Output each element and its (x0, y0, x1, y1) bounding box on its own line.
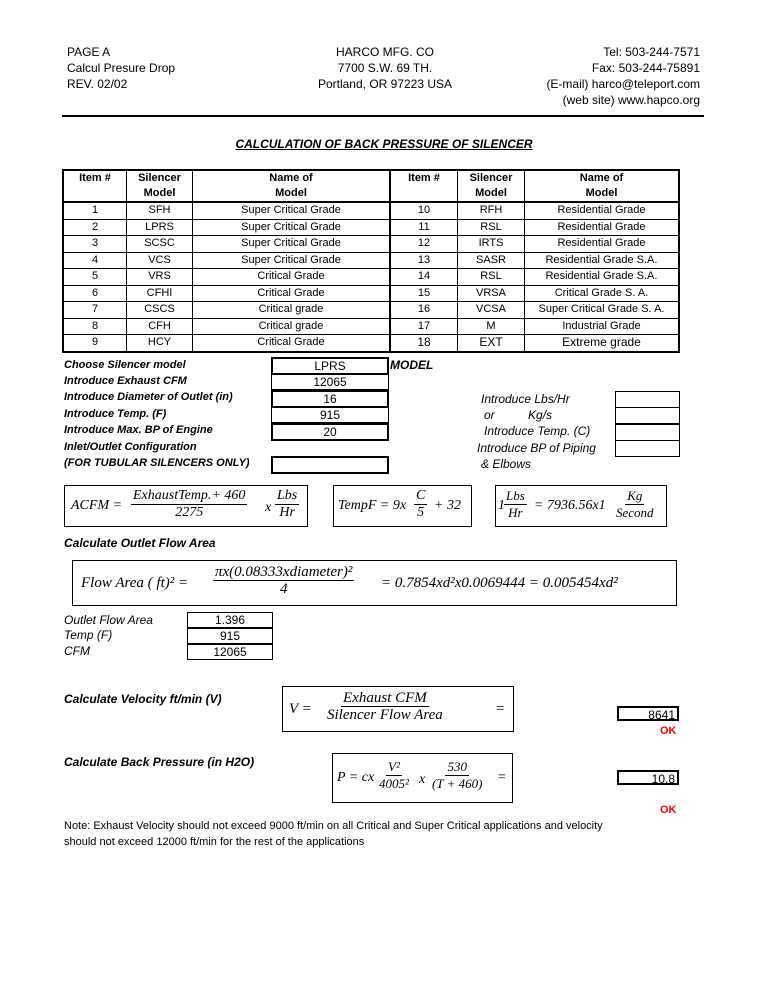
col-model: Silencer Model (127, 170, 193, 202)
header-left (67, 44, 175, 92)
exhaust-velocity-note: Note: Exhaust Velocity should not exceed 9000 ft/min on all Critical and Super Critical applications and velocity should not exceed 12000 ft/min for the rest of the applications (64, 820, 603, 848)
label-bp-piping: Introduce BP of Piping (477, 441, 596, 455)
table-cell: 15 (390, 285, 458, 302)
header-contact (546, 44, 700, 108)
max-bp-input[interactable]: 20 (271, 423, 389, 441)
table-cell: SASR (458, 252, 525, 269)
table-cell: SFH (127, 202, 193, 219)
table-cell: Super Critical Grade S. A. (525, 302, 680, 319)
table-header-row (63, 170, 679, 202)
table-cell: Residential Grade (525, 219, 680, 236)
table-cell: 4 (63, 252, 127, 269)
table-cell: SCSC (127, 236, 193, 253)
flow-area-formula: Flow Area ( ft)² = πx(0.08333xdiameter)² 4 = 0.7854xd²x0.0069444 = 0.005454xd² (72, 560, 677, 606)
table-cell: 5 (63, 269, 127, 286)
table-row (63, 285, 679, 302)
label-config: Inlet/Outlet Configuration (64, 441, 197, 453)
fax: Fax: 503-244-75891 (591, 61, 700, 75)
label-outlet-flow-area: Outlet Flow Area (64, 613, 153, 627)
label-temp-c: Introduce Temp. (C) (484, 424, 591, 438)
website[interactable]: (web site) www.hapco.org (562, 93, 700, 107)
table-cell: CSCS (127, 302, 193, 319)
table-cell: Critical grade (193, 302, 391, 319)
table-cell: RSL (458, 219, 525, 236)
table-cell: EXT (458, 335, 525, 352)
table-cell: IRTS (458, 236, 525, 253)
section-back-pressure: Calculate Back Pressure (in H2O) (64, 755, 255, 769)
revision: REV. 02/02 (67, 77, 128, 91)
table-cell: CFHI (127, 285, 193, 302)
table-cell: RFH (458, 202, 525, 219)
table-cell: Critical Grade (193, 285, 391, 302)
header-divider (62, 115, 704, 117)
bp-piping-input[interactable] (615, 440, 680, 457)
col-name: Name of Model (193, 170, 391, 202)
table-cell: 14 (390, 269, 458, 286)
document-name: Calcul Presure Drop (67, 61, 176, 75)
table-cell: 6 (63, 285, 127, 302)
table-cell: Critical Grade (193, 335, 391, 352)
table-cell: Super Critical Grade (193, 236, 391, 253)
table-cell: Critical grade (193, 318, 391, 335)
table-cell: 7 (63, 302, 127, 319)
table-cell: Super Critical Grade (193, 219, 391, 236)
table-cell: 2 (63, 219, 127, 236)
table-cell: HCY (127, 335, 193, 352)
velocity-result: 8641 (617, 706, 679, 721)
table-cell: 11 (390, 219, 458, 236)
back-pressure-status: OK (660, 804, 677, 816)
table-cell: VCS (127, 252, 193, 269)
page-label: PAGE A (67, 45, 111, 59)
table-cell: M (458, 318, 525, 335)
company-street: 7700 S.W. 69 TH. (337, 61, 433, 75)
table-row (63, 335, 679, 352)
header-company (290, 44, 480, 92)
page-title: CALCULATION OF BACK PRESSURE OF SILENCER (235, 137, 533, 151)
velocity-status: OK (660, 725, 677, 737)
lbs-kg-formula: 1 Lbs Hr = 7936.56x1 Kg Second (495, 485, 667, 527)
company-city: Portland, OR 97223 USA (317, 77, 453, 91)
label-elbows: & Elbows (481, 457, 532, 471)
phone: Tel: 503-244-7571 (603, 45, 700, 59)
label-temp-f: Introduce Temp. (F) (64, 408, 167, 420)
label-exhaust-cfm: Introduce Exhaust CFM (64, 375, 187, 387)
outlet-flow-area-value: 1.396 (187, 612, 273, 628)
exhaust-cfm-input[interactable]: 12065 (271, 374, 389, 390)
table-cell: VRSA (458, 285, 525, 302)
pressure-formula: P = cx $\frac{\text{V²}}{\text{4005²}}$ x $\frac{530}{(T + 460)}$ = (332, 753, 513, 803)
table-row (63, 302, 679, 319)
company-name: HARCO MFG. CO (336, 45, 434, 59)
table-cell: VRS (127, 269, 193, 286)
table-row (63, 236, 679, 253)
col-name-2: Name of Model (525, 170, 680, 202)
table-cell: Industrial Grade (525, 318, 680, 335)
silencer-model-table (62, 169, 680, 353)
table-cell: 9 (63, 335, 127, 352)
table-cell: Residential Grade (525, 202, 680, 219)
table-cell: 12 (390, 236, 458, 253)
table-row (63, 318, 679, 335)
table-cell: RSL (458, 269, 525, 286)
table-row (63, 219, 679, 236)
acfm-formula: ACFM = ExhaustTemp.+ 460 2275 x Lbs Hr (64, 485, 308, 527)
label-diameter: Introduce Diameter of Outlet (in) (64, 391, 233, 403)
config-input[interactable] (271, 456, 389, 474)
label-temp: Temp (F) (64, 628, 113, 642)
label-choose-model: Choose Silencer model (64, 359, 186, 371)
temp-f-input[interactable]: 915 (271, 407, 389, 423)
label-cfm: CFM (64, 644, 90, 658)
table-cell: 13 (390, 252, 458, 269)
lbs-hr-input[interactable] (615, 391, 680, 408)
temp-c-input[interactable] (615, 424, 680, 441)
col-item: Item # (63, 170, 127, 202)
label-kg-s: or Kg/s (484, 408, 553, 422)
table-cell: Critical Grade (193, 269, 391, 286)
velocity-formula: V = Exhaust CFM Silencer Flow Area = (282, 686, 514, 732)
table-row (63, 269, 679, 286)
silencer-model-input[interactable]: LPRS (271, 357, 389, 375)
table-cell: 17 (390, 318, 458, 335)
table-cell: 1 (63, 202, 127, 219)
temp-formula: TempF = 9x $\frac{C}{5}$ + 32 (333, 485, 472, 527)
table-cell: Super Critical Grade (193, 252, 391, 269)
table-cell: Residential Grade S.A. (525, 252, 680, 269)
email[interactable]: (E-mail) harco@teleport.com (546, 77, 700, 91)
label-max-bp: Introduce Max. BP of Engine (64, 424, 213, 436)
table-cell: Super Critical Grade (193, 202, 391, 219)
table-cell: 8 (63, 318, 127, 335)
table-row (63, 202, 679, 219)
cfm-value: 12065 (187, 644, 273, 660)
table-cell: Extreme grade (525, 335, 680, 352)
col-model-2: Silencer Model (458, 170, 525, 202)
table-cell: Residential Grade S.A. (525, 269, 680, 286)
section-velocity: Calculate Velocity ft/min (V) (64, 692, 222, 706)
table-row (63, 252, 679, 269)
label-lbs-hr: Introduce Lbs/Hr (481, 392, 570, 406)
section-outlet-flow: Calculate Outlet Flow Area (64, 536, 216, 550)
table-cell: Critical Grade S. A. (525, 285, 680, 302)
table-cell: LPRS (127, 219, 193, 236)
model-label: MODEL (390, 358, 434, 372)
table-cell: 18 (390, 335, 458, 352)
table-cell: CFH (127, 318, 193, 335)
table-cell: 10 (390, 202, 458, 219)
diameter-input[interactable]: 16 (271, 390, 389, 408)
table-cell: VCSA (458, 302, 525, 319)
back-pressure-result: 10.8 (617, 770, 679, 785)
table-cell: 3 (63, 236, 127, 253)
col-item-2: Item # (390, 170, 458, 202)
label-tubular: (FOR TUBULAR SILENCERS ONLY) (64, 457, 250, 469)
table-cell: Residential Grade (525, 236, 680, 253)
kg-s-input[interactable] (615, 407, 680, 424)
temp-value: 915 (187, 628, 273, 644)
table-cell: 16 (390, 302, 458, 319)
